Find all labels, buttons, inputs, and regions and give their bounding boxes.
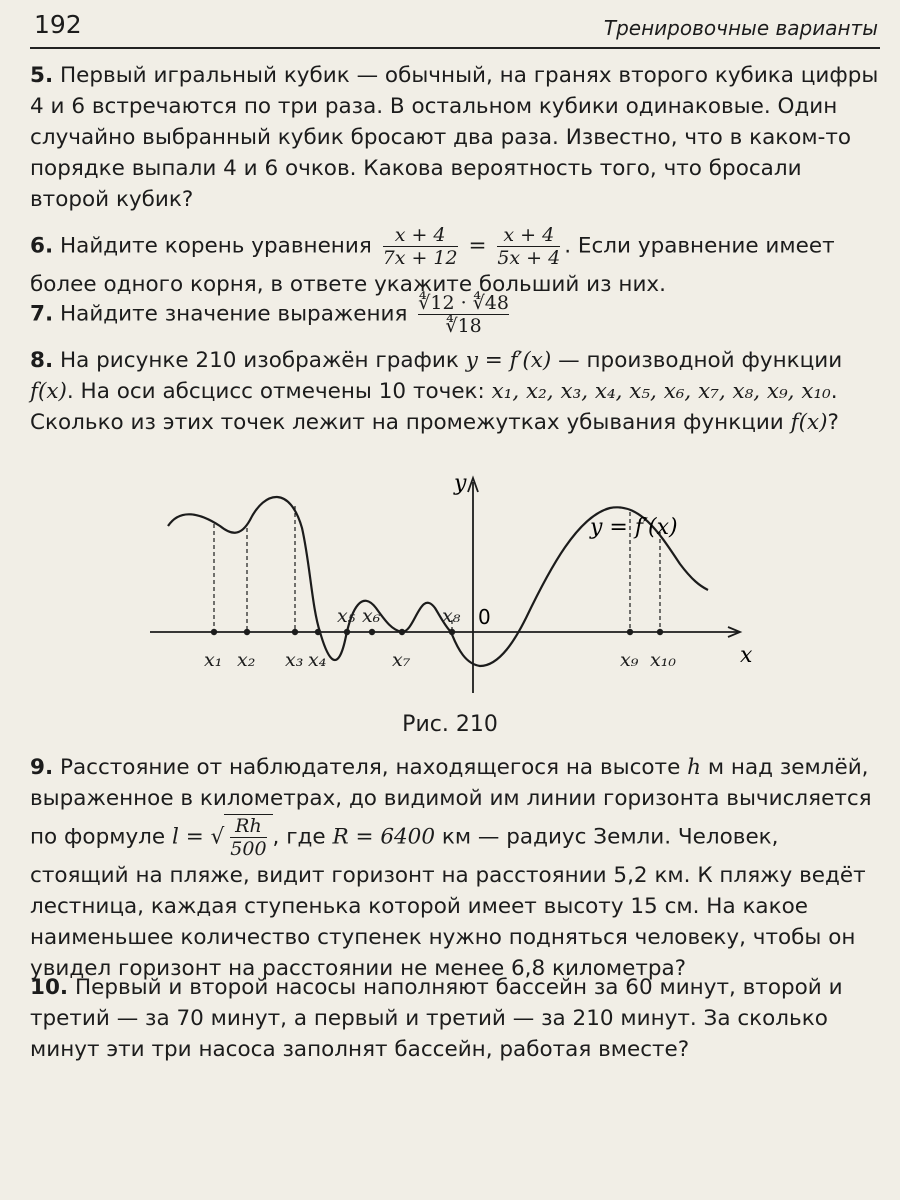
axis-point-8 [449,629,455,635]
radius-formula: R = 6400 [332,824,436,850]
problem-text: км — радиус Земли. Человек, стоящий на пляже, видит горизонт на расстоянии 5,2 км. К пляжу ведёт лестница, каждая ступенька которой имеет высоту 15 см. На какое наименьшее количество ступенек нужно подняться человеку, чтобы он увидел горизонт на расстоянии не менее 6,8 километра? [30,824,866,981]
fraction-denominator: 500 [230,838,267,860]
axis-point-2 [244,629,250,635]
fraction-numerator: x + 4 [394,224,446,246]
header-rule [30,47,880,49]
problem-text: Первый игральный кубик — обычный, на гранях второго кубика цифры 4 и 6 встречаются по три раза. В остальном кубики одинаковые. Один случайно выбранный кубик бросают два раза. Известно, что в каком-то порядке выпали 4 и 6 очков. Какова вероятность того, что бросали второй кубик? [30,63,879,212]
problem-number: 7. [30,301,54,327]
fraction-lhs [383,224,458,269]
problem-7 [30,292,880,337]
page-header [0,0,900,50]
problem-9 [30,752,880,984]
problem-text: , где [272,824,326,850]
problem-text: . Если уравнение имеет более одного корня, в ответе укажите больший из них. [30,233,835,297]
axis-point-label-5: x₅ [337,605,356,627]
fraction-denominator: 7x + 12 [382,247,458,269]
axis-point-label-9: x₉ [620,649,639,671]
derivative-graph [140,468,760,698]
fraction-numerator: x + 4 [503,224,555,246]
axis-point-9 [627,629,633,635]
formula-lhs: l = [172,824,204,850]
problem-number: 9. [30,755,54,780]
sqrt-sign: √ [210,824,225,850]
axis-point-4 [315,629,321,635]
page-number: 192 [34,10,82,39]
problem-5 [30,60,880,215]
fraction-numerator: Rh [235,815,262,837]
problem-number: 5. [30,63,54,88]
problem-text: . На оси абсцисс отмечены 10 точек: [66,379,485,404]
problem-text: Найдите значение выражения [59,301,408,327]
fraction-numerator: ∜12 · ∜48 [418,292,509,314]
axis-point-label-10: x₁₀ [650,649,676,671]
axis-point-label-3: x₃ [285,649,304,671]
problem-6 [30,224,880,300]
fraction-rhs [497,224,560,269]
equals-sign: = [468,233,487,259]
y-axis-label: y [454,471,467,496]
running-title: Тренировочные варианты [603,16,878,40]
problem-text: — производной функции [558,348,843,373]
problem-8 [30,345,880,438]
axis-point-7 [399,629,405,635]
figure-caption: Рис. 210 [402,712,498,737]
problem-text: ? [827,410,839,435]
problem-number: 8. [30,348,54,373]
axis-point-label-4: x₄ [308,649,327,671]
problem-10 [30,972,880,1065]
problem-number: 6. [30,233,54,259]
x-axis-label: x [740,643,753,668]
axis-point-label-2: x₂ [237,649,256,671]
axis-point-1 [211,629,217,635]
problem-number: 10. [30,975,69,1000]
problem-text: На рисунке 210 изображён график [59,348,459,373]
axis-point-label-1: x₁ [204,649,223,671]
problem-text: Расстояние от наблюдателя, находящегося на высоте [59,755,681,780]
axis-point-6 [369,629,375,635]
sqrt-fraction [230,815,266,860]
problem-text: м над землёй, выраженное в километрах, до видимой им линии горизонта вычисляется по формуле [30,755,872,850]
fraction-denominator: ∜18 [418,314,509,337]
axis-point-label-8: x₈ [442,605,461,627]
problem-text: Найдите корень уравнения [59,233,372,259]
axis-point-10 [657,629,663,635]
axis-point-3 [292,629,298,635]
points-list: x₁, x₂, x₃, x₄, x₅, x₆, x₇, x₈, x₉, x₁₀ [491,379,831,404]
axis-point-label-6: x₆ [362,605,381,627]
radical-fraction [418,292,509,337]
axis-point-label-7: x₇ [392,649,411,671]
problem-text: Первый и второй насосы наполняют бассейн за 60 минут, второй и третий — за 70 минут, а первый и третий — за 210 минут. За сколько минут эти три насоса заполнят бассейн, работая вместе? [30,975,843,1062]
curve-label: y = f′(x) [590,515,678,540]
origin-label: 0 [478,605,491,629]
function-name: f(x) [790,410,828,435]
fraction-denominator: 5x + 4 [497,247,561,269]
height-variable: h [687,755,702,780]
problem-text: . Сколько из этих точек лежит на промежутках убывания функции [30,379,838,435]
function-name: f(x) [30,379,67,404]
axis-point-5 [344,629,350,635]
derivative-formula: y = f′(x) [465,348,552,373]
